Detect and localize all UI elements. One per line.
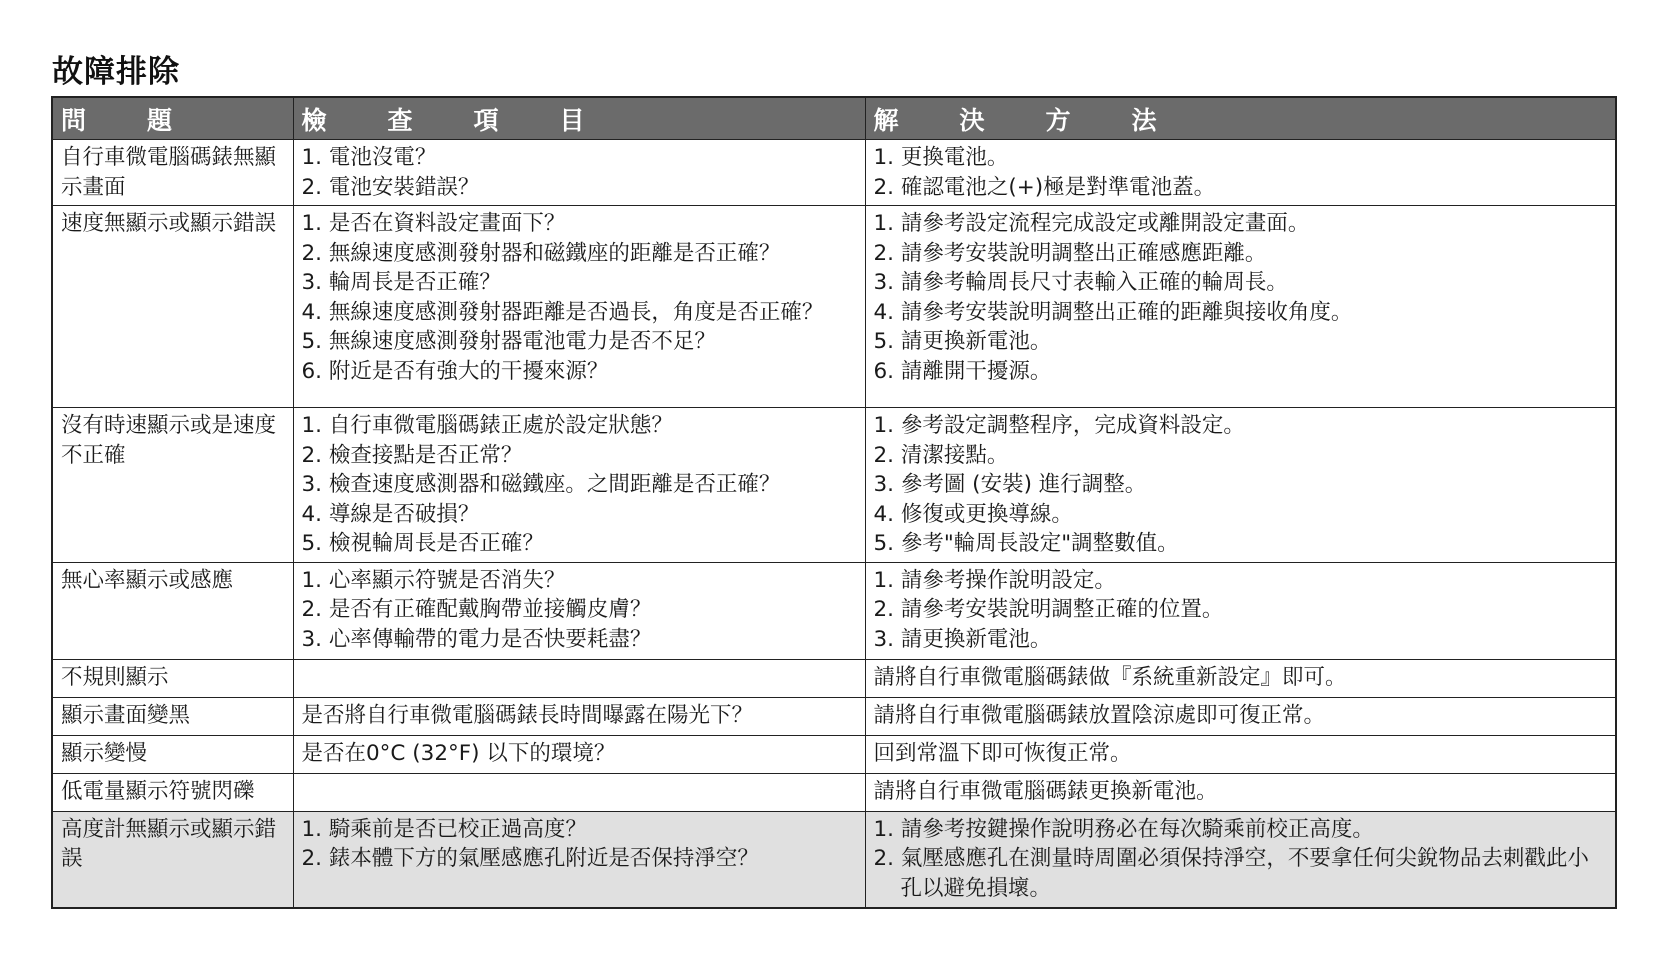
problem-cell <box>52 773 293 811</box>
table-row <box>52 140 1616 206</box>
problem-text: 高度計無顯示或顯示錯誤 <box>61 816 277 871</box>
solution-item: 3. 請更換新電池。 <box>873 626 1052 652</box>
header-check: 檢 查 項 目 <box>293 97 865 140</box>
check-item: 2. 錶本體下方的氣壓感應孔附近是否保持淨空？ <box>301 846 759 871</box>
table-row <box>52 773 1616 811</box>
problem-cell <box>52 562 293 659</box>
solution-item: 3. 參考圖 (安裝) 進行調整。 <box>873 472 1147 497</box>
check-item: 1. 心率顯示符號是否消失？ <box>301 567 566 593</box>
check-cell <box>293 659 865 697</box>
check-item: 2. 電池安裝錯誤？ <box>301 174 480 200</box>
check-item: 5. 無線速度感測發射器電池電力是否不足？ <box>301 329 716 354</box>
check-item: 4. 導線是否破損？ <box>301 501 480 527</box>
check-item: 2. 是否有正確配戴胸帶並接觸皮膚？ <box>301 597 652 622</box>
solution-cell <box>865 697 1616 735</box>
solution-item: 1. 請參考操作說明設定。 <box>873 567 1116 593</box>
solution-text: 請將自行車微電腦碼錶做『系統重新設定』即可。 <box>873 664 1347 690</box>
solution-item: 1. 更換電池。 <box>873 145 1009 170</box>
check-item: 2. 無線速度感測發射器和磁鐵座的距離是否正確？ <box>301 240 781 266</box>
check-item: 3. 輪周長是否正確？ <box>301 270 501 295</box>
check-cell <box>293 773 865 811</box>
header-problem: 問 題 <box>52 97 293 140</box>
check-cell <box>293 562 865 659</box>
problem-text: 不規則顯示 <box>61 664 169 690</box>
problem-text: 低電量顯示符號閃礫 <box>61 778 255 804</box>
solution-item: 2. 請參考安裝說明調整出正確感應距離。 <box>873 240 1267 266</box>
problem-text: 沒有時速顯示或是速度不正確 <box>61 413 277 468</box>
table-row <box>52 735 1616 773</box>
header-solution: 解 決 方 法 <box>865 97 1616 140</box>
solution-text: 請將自行車微電腦碼錶更換新電池。 <box>873 778 1218 804</box>
table-row <box>52 811 1616 908</box>
table-row <box>52 562 1616 659</box>
solution-text: 回到常溫下即可恢復正常。 <box>873 740 1132 766</box>
solution-cell <box>865 735 1616 773</box>
check-cell <box>293 140 865 206</box>
check-item: 2. 檢查接點是否正常？ <box>301 442 523 468</box>
solution-item: 1. 請參考按鍵操作說明務必在每次騎乘前校正高度。 <box>873 816 1374 842</box>
check-cell <box>293 408 865 563</box>
solution-item: 2. 確認電池之(+)極是對準電池蓋。 <box>873 174 1216 200</box>
check-text: 是否在0°C (32°F) 以下的環境？ <box>301 740 616 766</box>
solution-item: 4. 修復或更換導線。 <box>873 501 1073 527</box>
table-row <box>52 408 1616 563</box>
solution-item: 5. 請更換新電池。 <box>873 329 1052 354</box>
check-cell <box>293 811 865 908</box>
solution-cell <box>865 562 1616 659</box>
table-row <box>52 697 1616 735</box>
solution-item: 2. 氣壓感應孔在測量時周圍必須保持淨空，不要拿任何尖銳物品去刺戳此小孔以避免損壞。 <box>873 846 1589 901</box>
problem-cell <box>52 735 293 773</box>
problem-text: 顯示變慢 <box>61 740 148 766</box>
problem-text: 無心率顯示或感應 <box>61 567 234 593</box>
check-item: 4. 無線速度感測發射器距離是否過長，角度是否正確？ <box>301 299 824 325</box>
check-item: 1. 電池沒電？ <box>301 145 437 170</box>
table-row <box>52 206 1616 408</box>
table-row <box>52 659 1616 697</box>
page-title: 故障排除 <box>52 54 180 90</box>
check-cell <box>293 206 865 408</box>
check-text: 是否將自行車微電腦碼錶長時間曝露在陽光下？ <box>301 702 754 728</box>
solution-item: 6. 請離開干擾源。 <box>873 358 1052 384</box>
solution-item: 4. 請參考安裝說明調整出正確的距離與接收角度。 <box>873 299 1353 325</box>
problem-cell <box>52 206 293 408</box>
solution-item: 2. 請參考安裝說明調整正確的位置。 <box>873 597 1224 622</box>
solution-cell <box>865 811 1616 908</box>
solution-cell <box>865 773 1616 811</box>
solution-item: 5. 參考"輪周長設定"調整數值。 <box>873 531 1179 556</box>
check-cell <box>293 735 865 773</box>
check-item: 5. 檢視輪周長是否正確？ <box>301 531 544 556</box>
problem-text: 自行車微電腦碼錶無顯示畫面 <box>61 145 277 200</box>
problem-cell <box>52 811 293 908</box>
table-header-row <box>52 97 1616 140</box>
check-item: 1. 自行車微電腦碼錶正處於設定狀態？ <box>301 413 673 438</box>
solution-text: 請將自行車微電腦碼錶放置陰涼處即可復正常。 <box>873 702 1326 728</box>
problem-cell <box>52 659 293 697</box>
troubleshooting-table <box>51 96 1617 909</box>
problem-text: 顯示畫面變黑 <box>61 702 191 728</box>
problem-cell <box>52 697 293 735</box>
solution-item: 1. 請參考設定流程完成設定或離開設定畫面。 <box>873 211 1310 236</box>
check-item: 3. 心率傳輸帶的電力是否快要耗盡？ <box>301 626 652 652</box>
check-cell <box>293 697 865 735</box>
check-item: 3. 檢查速度感測器和磁鐵座。之間距離是否正確？ <box>301 472 781 497</box>
problem-text: 速度無顯示或顯示錯誤 <box>61 211 277 236</box>
solution-cell <box>865 206 1616 408</box>
check-item: 6. 附近是否有強大的干擾來源？ <box>301 358 609 384</box>
solution-cell <box>865 659 1616 697</box>
solution-item: 1. 參考設定調整程序，完成資料設定。 <box>873 413 1245 438</box>
solution-cell <box>865 408 1616 563</box>
solution-cell <box>865 140 1616 206</box>
solution-item: 2. 清潔接點。 <box>873 442 1009 468</box>
check-item: 1. 是否在資料設定畫面下？ <box>301 211 566 236</box>
solution-item: 3. 請參考輪周長尺寸表輸入正確的輪周長。 <box>873 270 1288 295</box>
problem-cell <box>52 408 293 563</box>
check-item: 1. 騎乘前是否已校正過高度？ <box>301 816 587 842</box>
problem-cell <box>52 140 293 206</box>
